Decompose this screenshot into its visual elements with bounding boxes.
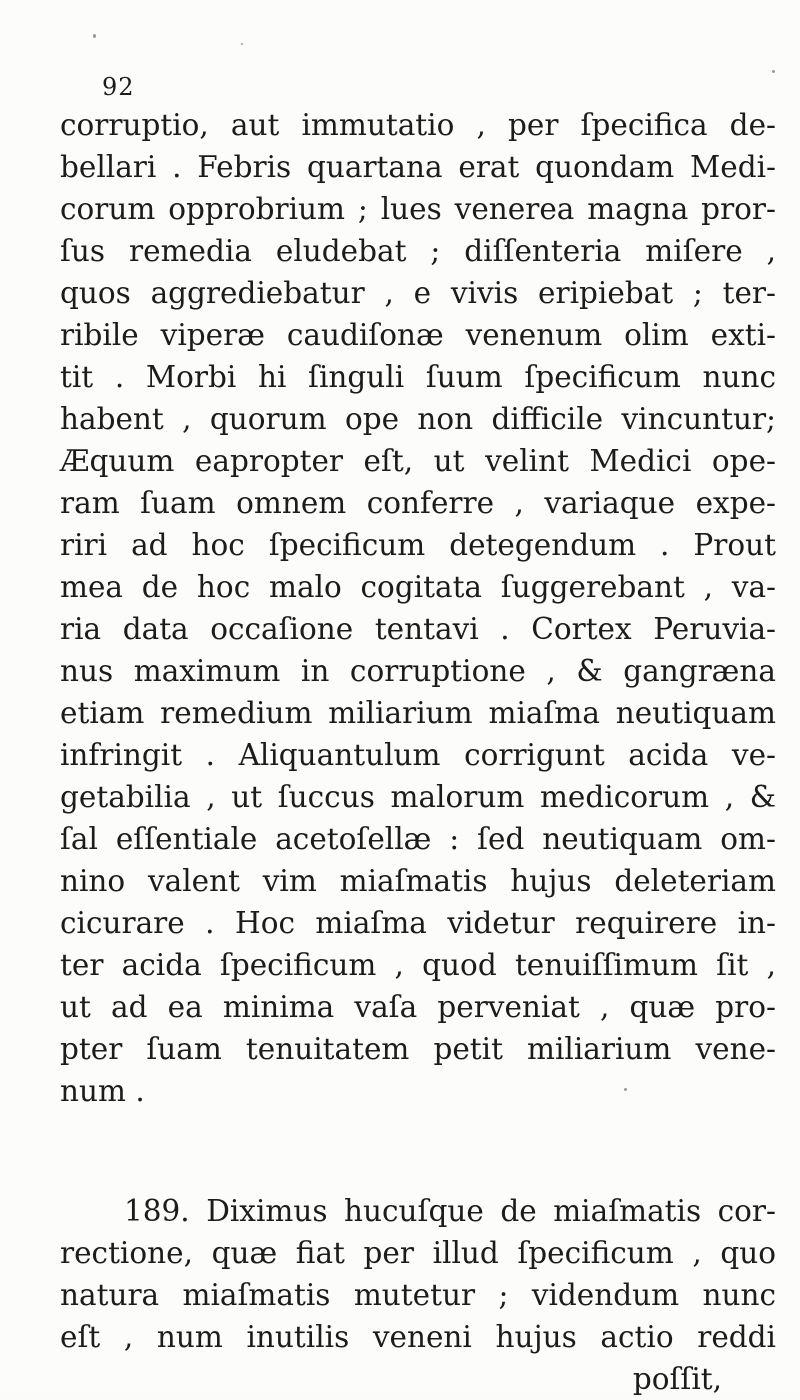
- body-text: [60, 104, 776, 1400]
- text-line: tit . Morbi hi ſinguli ſuum ſpecificum nunc: [60, 360, 776, 394]
- text-line: quos aggrediebatur , e vivis eripiebat ; ter-: [60, 276, 776, 310]
- paper-speck: [241, 43, 243, 45]
- text-line: rectione, quæ fiat per illud ſpecificum , quo: [60, 1236, 776, 1270]
- text-line: nino valent vim miaſmatis hujus deleteriam: [60, 864, 776, 898]
- text-line: bellari . Febris quartana erat quondam Medi-: [60, 150, 776, 184]
- paper-speck: [93, 34, 96, 38]
- paragraph-2: [60, 1190, 776, 1400]
- text-line: natura miaſmatis mutetur ; videndum nunc: [60, 1278, 776, 1312]
- text-line: ſal eſſentiale acetoſellæ : ſed neutiquam om-: [60, 822, 776, 856]
- paper-speck: [624, 1088, 627, 1091]
- text-line: infringit . Aliquantulum corrigunt acida ve-: [60, 738, 776, 772]
- text-line: etiam remedium miliarium miaſma neutiquam: [60, 696, 776, 730]
- catchword: poſſit,: [632, 1362, 722, 1396]
- paragraph-gap: [60, 1112, 776, 1190]
- text-line: nus maximum in corruptione , & gangræna: [60, 654, 776, 688]
- page-number: 92: [102, 73, 135, 101]
- text-line: Æquum eapropter eſt, ut velint Medici ope-: [60, 444, 776, 478]
- text-line: riri ad hoc ſpecificum detegendum . Prout: [60, 528, 776, 562]
- text-line: corruptio, aut immutatio , per ſpecifica de-: [60, 108, 776, 142]
- text-line: num .: [60, 1074, 145, 1108]
- text-line: getabilia , ut ſuccus malorum medicorum , &: [60, 780, 776, 814]
- paragraph-1: [60, 104, 776, 1112]
- text-line: cicurare . Hoc miaſma videtur requirere in-: [60, 906, 776, 940]
- text-line: ria data occaſione tentavi . Cortex Peruvia-: [60, 612, 776, 646]
- text-line: ter acida ſpecificum , quod tenuiſſimum ſit ,: [60, 948, 776, 982]
- text-line: eſt , num inutilis veneni hujus actio reddi: [60, 1320, 776, 1354]
- text-line: ribile viperæ caudiſonæ venenum olim exti-: [60, 318, 776, 352]
- text-line: mea de hoc malo cogitata ſuggerebant , va-: [60, 570, 776, 604]
- text-line: corum opprobrium ; lues venerea magna pror-: [60, 192, 776, 226]
- text-line: ſus remedia eludebat ; diſſenteria miſere ,: [60, 234, 776, 268]
- text-line: habent , quorum ope non difficile vincuntur;: [60, 402, 776, 436]
- paper-speck: [772, 70, 775, 73]
- text-line: pter ſuam tenuitatem petit miliarium vene-: [60, 1032, 776, 1066]
- text-line: ut ad ea minima vaſa perveniat , quæ pro-: [60, 990, 776, 1024]
- text-line: ram ſuam omnem conferre , variaque expe-: [60, 486, 776, 520]
- text-line: 189. Diximus hucuſque de miaſmatis cor-: [124, 1194, 776, 1228]
